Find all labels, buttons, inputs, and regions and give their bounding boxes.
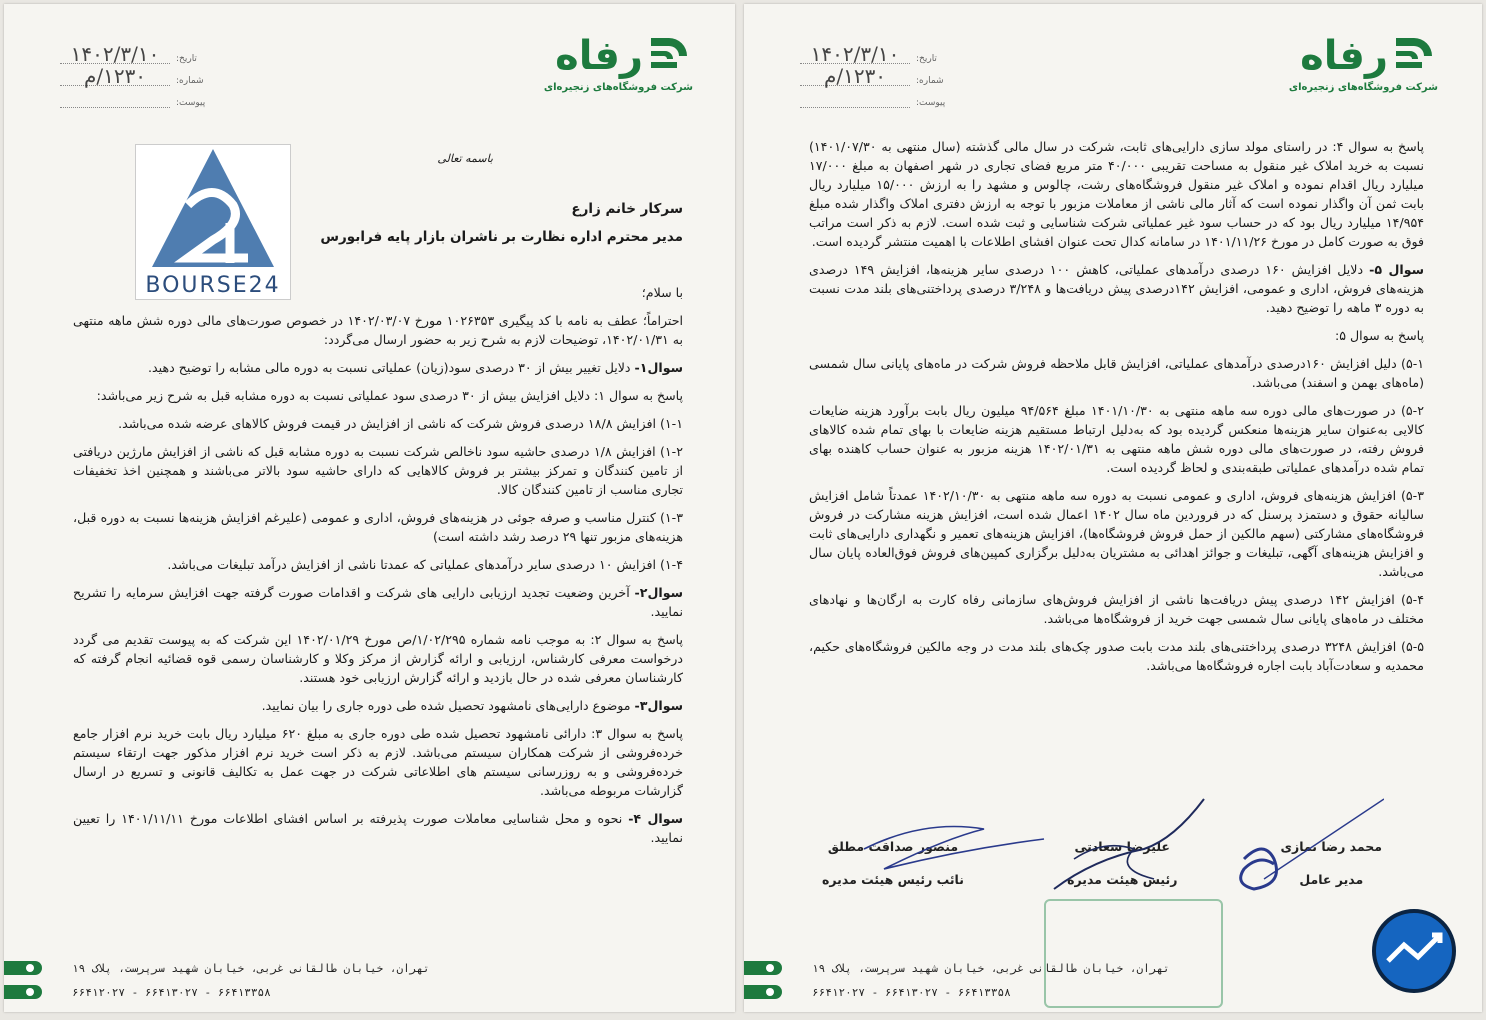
answer-1-4: ۱-۴) افزایش ۱۰ درصدی سایر درآمدهای عملیاتی که عمدتا ناشی از افزایش درآمد تبلیغات می‌باشد. bbox=[167, 557, 683, 572]
question-3 bbox=[73, 696, 683, 715]
question-3-text: موضوع دارایی‌های نامشهود تحصیل شده طی دوره جاری را بیان نمایید. bbox=[261, 698, 635, 713]
handwritten-signatures bbox=[824, 789, 1384, 909]
letter-page-1 bbox=[4, 4, 735, 1012]
location-icon bbox=[4, 961, 42, 975]
attachment-value bbox=[60, 107, 170, 108]
number-value: ۱۲۳۰/م bbox=[60, 67, 170, 86]
footer-address: تهران، خیابان طالقانی غربی، خیابان شهید سرپرست، پلاک ۱۹ bbox=[72, 961, 430, 975]
phone-icon bbox=[744, 985, 782, 999]
attachment-value bbox=[800, 107, 910, 108]
question-2-text: آخرین وضعیت تجدید ارزیابی دارایی های شرکت و اقدامات صورت گرفته جهت افزایش سرمایه را تشریح نمایید. bbox=[73, 585, 683, 619]
company-logo bbox=[544, 34, 693, 93]
number-value: ۱۲۳۰/م bbox=[800, 67, 910, 86]
company-subtitle: شرکت فروشگاه‌های زنجیره‌ای bbox=[543, 82, 693, 93]
question-3-label: سوال۳- bbox=[634, 698, 683, 713]
answer-1-2: ۱-۲) افزایش ۱/۸ درصدی حاشیه سود ناخالص شرکت نسبت به دوره مشابه قبل که ناشی از افزایش مارژین دریافتی از تامین کنندگان و تمرکز بیشتر بر فروش کالاهایی که دارای حاشیه سود بالاتر می‌باشند و همچنین اخذ تخفیفات تجاری مناسب از تامین کنندگان کالا. bbox=[73, 444, 683, 497]
recipient-title: مدیر محترم اداره نظارت بر ناشران بازار پایه فرابورس bbox=[320, 229, 683, 245]
answer-5-3: ۵-۳) افزایش هزینه‌های فروش، اداری و عمومی نسبت به دوره سه ماهه منتهی به ۱۴۰۲/۱۰/۳۰ عمدتاً شامل افزایش سالیانه حقوق و دستمزد پرسنل که در فروردین ماه سال ۱۴۰۲ اعمال شده است، افزایش هزینه مشارکت در فروش فروشگاه‌های مشارکتی (سهم مالکین از حمل فروش فروشگاه‌ها)، افزایش هزینه‌های تعمیر و نگهداری دارایی‌های ثابت و افزایش هزینه‌های آگهی، تبلیغات و جوائز اهدائی به مشتریان به‌دلیل برگزاری کمپین‌های فروش فوق‌العاده پایان سال می‌باشد. bbox=[809, 488, 1424, 579]
answer-1-intro: پاسخ به سوال ۱: دلایل افزایش بیش از ۳۰ درصدی سود عملیاتی نسبت به دوره مشابه قبل به شرح زیر می‌باشد: bbox=[96, 388, 683, 403]
answer-5-2: ۵-۲) در صورت‌های مالی دوره سه ماهه منتهی به ۱۴۰۱/۱۰/۳۰ مبلغ ۹۴/۵۶۴ میلیون ریال بابت برآورد هزینه ضایعات کالایی به‌عنوان سایر هزینه‌ها منعکس گردیده بود که به‌دلیل ارتباط مستقیم هزینه ضایعات با بهای تمام شده کالاهای فروش رفته، در صورت‌های مالی دوره شش ماهه منتهی به ۱۴۰۲/۰۱/۳۱ هزینه مزبور به عنوان حساب کاهنده بهای تمام شده درآمدهای عملیاتی طبقه‌بندی و لحاظ گردیده است. bbox=[809, 403, 1424, 475]
question-2-label: سوال۲- bbox=[634, 585, 683, 600]
answer-1-3: ۱-۳) کنترل مناسب و صرفه جوئی در هزینه‌های فروش، اداری و عمومی (علیرغم افزایش هزینه‌ها نسبت به دوره قبل، هزینه‌های مزبور تنها ۲۹ درصد رشد داشته است) bbox=[73, 510, 683, 544]
letter-header-fields bbox=[60, 42, 212, 108]
date-value: ۱۴۰۲/۳/۱۰ bbox=[800, 45, 910, 64]
company-subtitle-2: شرکت فروشگاه‌های زنجیره‌ای bbox=[1288, 82, 1438, 93]
answer-5-1: ۵-۱) دلیل افزایش ۱۶۰درصدی درآمدهای عملیاتی، افزایش قابل ملاحظه فروش شرکت در ماه‌های پایانی سال شمسی (ماه‌های بهمن و اسفند) می‌باشد. bbox=[809, 356, 1425, 390]
letter-body-right bbox=[809, 137, 1424, 684]
answer-5-4: ۵-۴) افزایش ۱۴۲ درصدی پیش دریافت‌ها ناشی از افزایش فروش‌های سازمانی رفاه کارت به ارگان‌ها و نهادهای مختلف در ماه‌های پایانی سال شمسی جهت خرید از فروشگاه‌ها می‌باشد. bbox=[809, 592, 1424, 626]
question-5-text: دلایل افزایش ۱۶۰ درصدی درآمدهای عملیاتی، کاهش ۱۰۰ درصدی سایر هزینه‌ها، افزایش ۱۴۹ درصدی هزینه‌های فروش، اداری و عمومی، افزایش ۱۴۲درصدی پیش دریافت‌ها و ۳/۲۴۸ درصدی پرداختنی‌های بلند مدت نسبت به دوره ۳ ماهه را توضیح دهید. bbox=[809, 262, 1424, 315]
company-name: رفاه bbox=[555, 33, 643, 79]
question-4 bbox=[73, 809, 683, 847]
signatory-name: علیرضا سعادتی bbox=[1074, 839, 1170, 854]
company-name-2: رفاه bbox=[1300, 33, 1388, 79]
date-label: تاریخ: bbox=[176, 54, 197, 64]
question-2 bbox=[73, 583, 683, 621]
bourse24-text: BOURSE24 bbox=[145, 273, 281, 298]
question-4-label: سوال ۴- bbox=[628, 811, 683, 826]
salutation: باسمه تعالی bbox=[437, 152, 493, 165]
letter-body-left bbox=[73, 149, 683, 856]
question-1-label: سوال۱- bbox=[634, 360, 683, 375]
date-label: تاریخ: bbox=[916, 54, 937, 64]
refah-logo-icon bbox=[647, 34, 693, 78]
location-icon bbox=[744, 961, 782, 975]
question-4-text: نحوه و محل شناسایی معاملات صورت پذیرفته بر اساس افشای اطلاعات مورخ ۱۴۰۱/۱۱/۱۱ را تعیین نمایید. bbox=[73, 811, 683, 845]
question-5 bbox=[809, 260, 1424, 317]
signatory-name: محمد رضا نمازی bbox=[1280, 839, 1382, 854]
signatory-title: مدیر عامل bbox=[1299, 872, 1364, 887]
answer-1-1: ۱-۱) افزایش ۱۸/۸ درصدی فروش شرکت که ناشی از افزایش در قیمت فروش کالاهای عرضه شده می‌باشد. bbox=[118, 416, 683, 431]
letter-footer bbox=[4, 956, 735, 1004]
attachment-label: پیوست: bbox=[916, 98, 946, 108]
letter-header-fields-2 bbox=[800, 42, 952, 108]
question-5-label: سوال ۵- bbox=[1369, 262, 1424, 277]
footer-phones: ۶۶۴۱۳۳۵۸ - ۶۶۴۱۳۰۲۷ - ۶۶۴۱۲۰۲۷ bbox=[812, 985, 1011, 999]
question-1 bbox=[73, 358, 683, 377]
refah-logo-icon bbox=[1392, 34, 1438, 78]
answer-4: پاسخ به سوال ۴: در راستای مولد سازی دارایی‌های ثابت، شرکت در سال مالی گذشته (سال منتهی به ۱۴۰۱/۰۷/۳۰) نسبت به خرید املاک غیر منقول به مساحت تقریبی ۴۰/۰۰۰ متر مربع فضای تجاری در شهر اصفهان به مبلغ ۱۷/۰۰۰ میلیارد ریال اقدام نموده و املاک غیر منقول فروشگاه‌های رشت، چالوس و مشهد را به ارزش ۱۵/۰۰۰ میلیارد ریال بابت ثمن آن واگذار نموده است که آثار مالی ناشی از معاملات مزبور با توجه به ارزش دفتری املاک واگذار شده مبلغ ۱۴/۹۵۴ میلیارد ریال بود که در حساب سود غیر عملیاتی شرکت شناسایی و ثبت شده است. لازم به ذکر است مراتب فوق به صورت کامل در مورخ ۱۴۰۱/۱۱/۲۶ در سامانه کدال تحت عنوان افشای اطلاعات با اهمیت منتشر گردیده است. bbox=[809, 139, 1424, 249]
company-logo-2 bbox=[1289, 34, 1438, 93]
answer-3: پاسخ به سوال ۳: دارائی نامشهود تحصیل شده طی دوره جاری به مبلغ ۶۲۰ میلیارد ریال بابت خرید نرم افزار جامع خرده‌فروشی از شرکت همکاران سیستم می‌باشد. لازم به ذکر است خرید نرم افزار مذکور جهت ارتقاء سیستم خرده‌فروشی و به روزرسانی سیستم های اطلاعاتی شرکت در جهت عمل به تکالیف قانونی و تسریع در ارسال گزارشات مربوطه می‌باشد. bbox=[73, 726, 683, 798]
signatory-title: رئیس هیئت مدیره bbox=[1067, 872, 1178, 887]
phone-icon bbox=[4, 985, 42, 999]
number-label: شماره: bbox=[916, 76, 944, 86]
attachment-label: پیوست: bbox=[176, 98, 206, 108]
greeting: با سلام؛ bbox=[641, 285, 683, 300]
footer-address: تهران، خیابان طالقانی غربی، خیابان شهید سرپرست، پلاک ۱۹ bbox=[812, 961, 1170, 975]
footer-phones: ۶۶۴۱۳۳۵۸ - ۶۶۴۱۳۰۲۷ - ۶۶۴۱۲۰۲۷ bbox=[72, 985, 271, 999]
answer-2: پاسخ به سوال ۲: به موجب نامه شماره ۱/۰۲/۲۹۵/ص مورخ ۱۴۰۲/۰۱/۲۹ این شرکت که به پیوست تقدیم می گردد درخواست معرفی کارشناس، ارزیابی و ارائه گزارش از مرکز وکلا و کارشناسان رسمی قوه قضائیه انجام گرفته که کارشناسان معرفی شده در حال بازدید و ارائه گزارش ارزیابی خود هستند. bbox=[73, 632, 683, 685]
answer-5-intro: پاسخ به سوال ۵: bbox=[1334, 328, 1424, 343]
signatory-name: منصور صداقت مطلق bbox=[827, 839, 959, 854]
signatory-title: نائب رئیس هیئت مدیره bbox=[822, 872, 964, 887]
answer-5-5: ۵-۵) افزایش ۳۲۴۸ درصدی پرداختنی‌های بلند مدت بابت صدور چک‌های بلند مدت در وجه مالکین فروشگاه‌های حکیم، محمدیه و سعادت‌آباد بابت اجاره فروشگاه‌ها می‌باشد. bbox=[809, 639, 1425, 673]
number-label: شماره: bbox=[176, 76, 204, 86]
question-1-text: دلایل تغییر بیش از ۳۰ درصدی سود(زیان) عملیاتی نسبت به دوره مالی مشابه را توضیح دهید. bbox=[148, 360, 635, 375]
letter-footer-2 bbox=[744, 956, 1482, 1004]
letter-page-2 bbox=[744, 4, 1482, 1012]
intro-paragraph: احتراماً؛ عطف به نامه با کد پیگیری ۱۰۲۶۳۵۳ مورخ ۱۴۰۲/۰۳/۰۷ در خصوص صورت‌های مالی دوره شش ماهه منتهی به ۱۴۰۲/۰۱/۳۱، توضیحات لازم به شرح زیر به حضور ارسال می‌گردد: bbox=[73, 313, 683, 347]
date-value: ۱۴۰۲/۳/۱۰ bbox=[60, 45, 170, 64]
recipient-name: سرکار خانم زارع bbox=[571, 201, 683, 217]
